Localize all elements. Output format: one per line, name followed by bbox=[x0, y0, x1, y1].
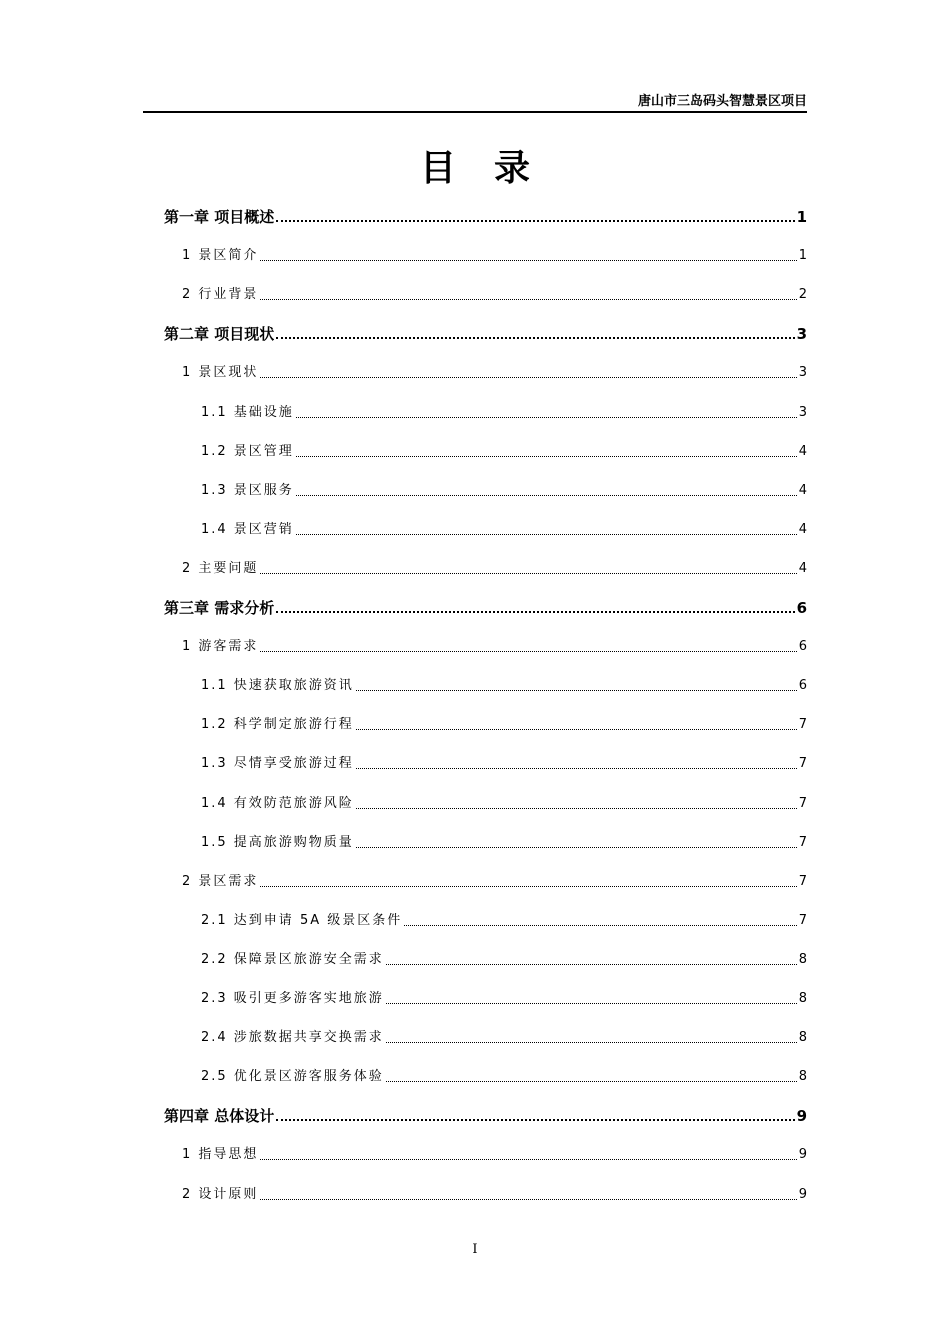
toc-entry-label: 1.5 提高旅游购物质量 bbox=[201, 835, 354, 850]
toc-leader-dots bbox=[260, 299, 796, 300]
toc-leader-dots bbox=[276, 337, 794, 339]
toc-entry-label: 1.3 景区服务 bbox=[201, 483, 294, 498]
toc-entry-label: 1.1 基础设施 bbox=[201, 405, 294, 420]
toc-entry-label: 1.4 景区营销 bbox=[201, 522, 294, 537]
toc-entry[interactable] bbox=[182, 363, 807, 383]
toc-entry-label: 2.2 保障景区旅游安全需求 bbox=[201, 952, 384, 967]
toc-entry-label: 1 指导思想 bbox=[182, 1147, 259, 1162]
toc-entry-page: 1 bbox=[798, 248, 807, 263]
toc-entry-page: 4 bbox=[798, 444, 807, 459]
toc-leader-dots bbox=[404, 925, 796, 926]
toc-entry-label: 1 景区简介 bbox=[182, 248, 259, 263]
toc-entry[interactable] bbox=[201, 794, 807, 814]
toc-entry-page: 9 bbox=[796, 1107, 807, 1125]
toc-entry-page: 8 bbox=[798, 1030, 807, 1045]
toc-entry[interactable] bbox=[201, 481, 807, 501]
toc-leader-dots bbox=[356, 690, 797, 691]
toc-leader-dots bbox=[296, 456, 797, 457]
toc-leader-dots bbox=[386, 1081, 797, 1082]
toc-leader-dots bbox=[356, 847, 797, 848]
toc-leader-dots bbox=[296, 417, 797, 418]
toc-entry-label: 第二章 项目现状 bbox=[164, 325, 275, 343]
toc-entry[interactable] bbox=[164, 207, 807, 227]
toc-leader-dots bbox=[356, 808, 797, 809]
toc-entry-page: 1 bbox=[796, 208, 807, 226]
toc-entry[interactable] bbox=[201, 676, 807, 696]
toc-entry-label: 2.1 达到申请 5A 级景区条件 bbox=[201, 913, 403, 928]
toc-entry-page: 6 bbox=[798, 639, 807, 654]
toc-entry-label: 1 景区现状 bbox=[182, 365, 259, 380]
toc-entry[interactable] bbox=[201, 1067, 807, 1087]
toc-entry[interactable] bbox=[182, 1145, 807, 1165]
toc-entry-page: 6 bbox=[796, 599, 807, 617]
toc-entry-label: 1.1 快速获取旅游资讯 bbox=[201, 678, 354, 693]
toc-entry[interactable] bbox=[182, 1185, 807, 1205]
toc-entry-label: 2 设计原则 bbox=[182, 1187, 259, 1202]
toc-entry[interactable] bbox=[201, 520, 807, 540]
toc-entry-label: 1.3 尽情享受旅游过程 bbox=[201, 756, 354, 771]
toc-entry-label: 2 景区需求 bbox=[182, 874, 259, 889]
toc-entry-page: 7 bbox=[798, 913, 807, 928]
toc-entry[interactable] bbox=[164, 598, 807, 618]
toc-entry[interactable] bbox=[201, 1028, 807, 1048]
toc-entry-label: 2.3 吸引更多游客实地旅游 bbox=[201, 991, 384, 1006]
toc-entry-label: 第一章 项目概述 bbox=[164, 208, 275, 226]
toc-entry-page: 4 bbox=[798, 561, 807, 576]
toc-entry-label: 1.4 有效防范旅游风险 bbox=[201, 796, 354, 811]
toc-entry-page: 4 bbox=[798, 522, 807, 537]
toc-entry-label: 第四章 总体设计 bbox=[164, 1107, 275, 1125]
toc-leader-dots bbox=[260, 1199, 796, 1200]
toc-entry[interactable] bbox=[164, 1106, 807, 1126]
toc-entry[interactable] bbox=[201, 989, 807, 1009]
toc-leader-dots bbox=[276, 611, 794, 613]
toc-entry[interactable] bbox=[201, 833, 807, 853]
toc-entry-page: 8 bbox=[798, 1069, 807, 1084]
page-number: I bbox=[472, 1242, 478, 1257]
toc-leader-dots bbox=[276, 220, 794, 222]
toc-entry[interactable] bbox=[201, 754, 807, 774]
toc-leader-dots bbox=[356, 768, 797, 769]
toc-leader-dots bbox=[260, 1159, 796, 1160]
toc-entry[interactable] bbox=[201, 403, 807, 423]
toc-leader-dots bbox=[386, 1003, 797, 1004]
toc-leader-dots bbox=[260, 651, 796, 652]
toc-entry-label: 1.2 景区管理 bbox=[201, 444, 294, 459]
toc-leader-dots bbox=[260, 886, 796, 887]
toc-entry-page: 6 bbox=[798, 678, 807, 693]
toc-entry-page: 7 bbox=[798, 874, 807, 889]
toc-leader-dots bbox=[296, 534, 797, 535]
toc-entry-page: 9 bbox=[798, 1187, 807, 1202]
toc-leader-dots bbox=[296, 495, 797, 496]
page-title: 目录 bbox=[419, 148, 568, 189]
toc-entry-label: 1.2 科学制定旅游行程 bbox=[201, 717, 354, 732]
toc-entry[interactable] bbox=[182, 559, 807, 579]
toc-entry-label: 第三章 需求分析 bbox=[164, 599, 275, 617]
toc-entry-page: 2 bbox=[798, 287, 807, 302]
toc-entry-page: 3 bbox=[796, 325, 807, 343]
toc-entry[interactable] bbox=[182, 285, 807, 305]
toc-entry-page: 8 bbox=[798, 952, 807, 967]
toc-leader-dots bbox=[356, 729, 797, 730]
toc-entry-page: 7 bbox=[798, 717, 807, 732]
toc-entry-page: 7 bbox=[798, 796, 807, 811]
toc-leader-dots bbox=[386, 1042, 797, 1043]
toc-entry-label: 2.5 优化景区游客服务体验 bbox=[201, 1069, 384, 1084]
toc-entry[interactable] bbox=[201, 715, 807, 735]
toc-entry-label: 1 游客需求 bbox=[182, 639, 259, 654]
toc-entry[interactable] bbox=[201, 950, 807, 970]
running-header: 唐山市三岛码头智慧景区项目 bbox=[637, 94, 807, 109]
toc-entry[interactable] bbox=[164, 324, 807, 344]
toc-entry-page: 9 bbox=[798, 1147, 807, 1162]
toc-leader-dots bbox=[260, 573, 796, 574]
toc-entry-page: 3 bbox=[798, 405, 807, 420]
toc-leader-dots bbox=[260, 377, 796, 378]
toc-entry-page: 8 bbox=[798, 991, 807, 1006]
toc-entry-page: 3 bbox=[798, 365, 807, 380]
toc-entry[interactable] bbox=[182, 637, 807, 657]
toc-entry-label: 2 行业背景 bbox=[182, 287, 259, 302]
toc-entry-page: 7 bbox=[798, 835, 807, 850]
toc-entry-label: 2 主要问题 bbox=[182, 561, 259, 576]
toc-leader-dots bbox=[386, 964, 797, 965]
toc-leader-dots bbox=[276, 1119, 794, 1121]
toc-entry-page: 4 bbox=[798, 483, 807, 498]
toc-entry-page: 7 bbox=[798, 756, 807, 771]
toc-entry[interactable] bbox=[182, 872, 807, 892]
toc-entry[interactable] bbox=[201, 442, 807, 462]
toc-entry[interactable] bbox=[201, 911, 807, 931]
toc-leader-dots bbox=[260, 260, 796, 261]
toc-entry[interactable] bbox=[182, 246, 807, 266]
toc-entry-label: 2.4 涉旅数据共享交换需求 bbox=[201, 1030, 384, 1045]
